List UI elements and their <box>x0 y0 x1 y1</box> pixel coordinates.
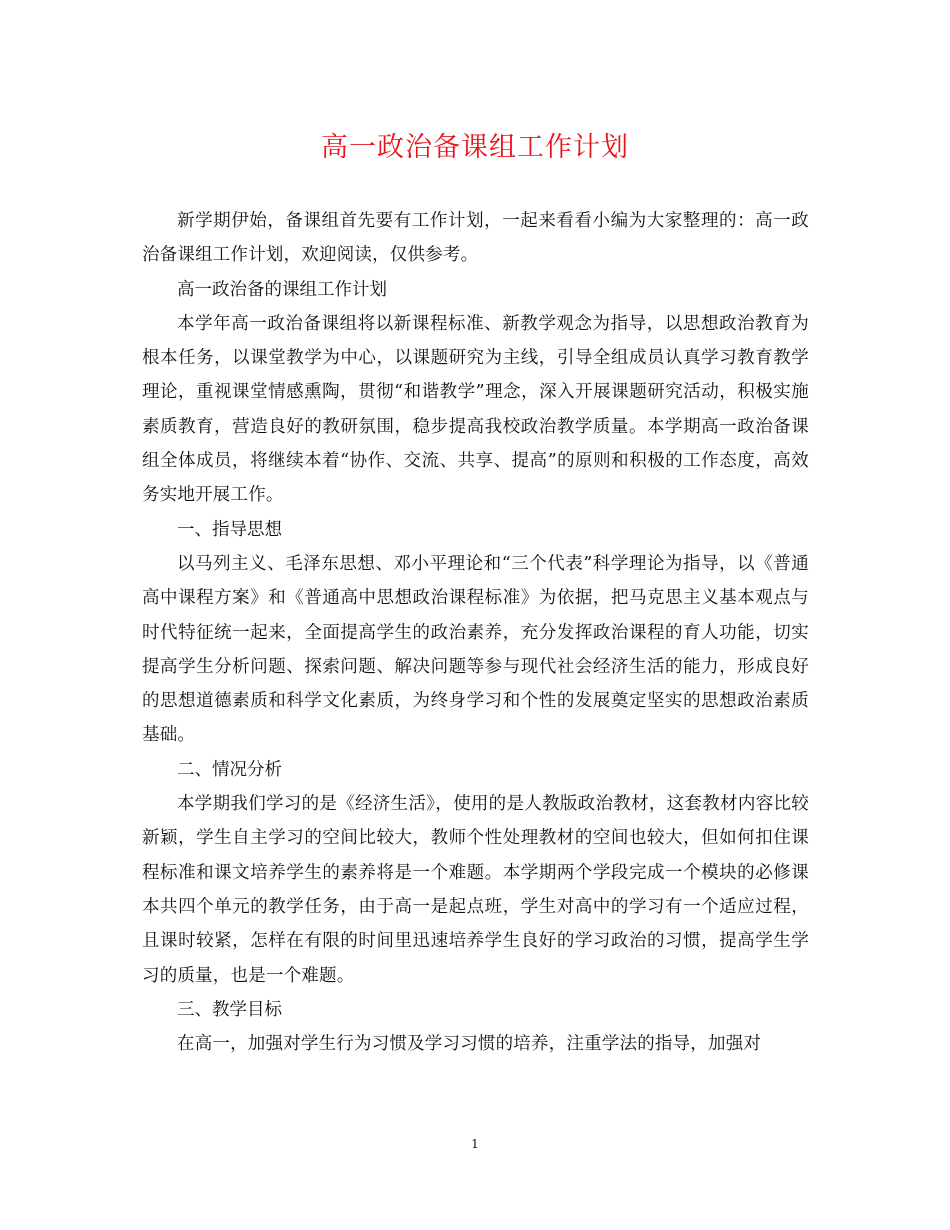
section-heading-plan: 高一政治备的课组工作计划 <box>177 279 387 300</box>
page-number: 1 <box>471 1137 479 1151</box>
document-title: 高一政治备课组工作计划 <box>321 132 629 163</box>
section-heading-teaching-goals: 三、教学目标 <box>177 999 282 1020</box>
paragraph-situation-analysis: 本学期我们学习的是《经济生活》，使用的是人教版政治教材，这套教材内容比较新颖，学生自主学习的空间比较大，教师个性处理教材的空间也较大，但如何扣住课程标准和课文培养学生的素养将是一个难题。本学期两个学段完成一个模块的必修课本共四个单元的教学任务，由于高一是起点班，学生对高中的学习有一个适应过程，且课时较紧，怎样在有限的时间里迅速培养学生良好的学习政治的习惯，提高学生学习的质量，也是一个难题。 <box>142 794 809 986</box>
section-heading-guiding-thought: 一、指导思想 <box>177 519 282 540</box>
section-heading-situation-analysis: 二、情况分析 <box>177 759 282 780</box>
paragraph-intro: 新学期伊始，备课组首先要有工作计划，一起来看看小编为大家整理的：高一政治备课组工作计划，欢迎阅读，仅供参考。 <box>142 211 809 266</box>
paragraph-overview: 本学年高一政治备课组将以新课程标准、新教学观念为指导，以思想政治教育为根本任务，以课堂教学为中心，以课题研究为主线，引导全组成员认真学习教育教学理论，重视课堂情感熏陶，贯彻“和谐教学”理念，深入开展课题研究活动，积极实施素质教育，营造良好的教研氛围，稳步提高我校政治教学质量。本学期高一政治备课组全体成员，将继续本着“协作、交流、共享、提高”的原则和积极的工作态度，高效务实地开展工作。 <box>142 313 809 506</box>
paragraph-teaching-goals: 在高一，加强对学生行为习惯及学习习惯的培养，注重学法的指导，加强对 <box>177 1034 762 1055</box>
paragraph-guiding-thought: 以马列主义、毛泽东思想、邓小平理论和“三个代表”科学理论为指导，以《普通高中课程方案》和《普通高中思想政治课程标准》为依据，把马克思主义基本观点与时代特征统一起来，全面提高学生的政治素养，充分发挥政治课程的育人功能，切实提高学生分析问题、探索问题、解决问题等参与现代社会经济生活的能力，形成良好的思想道德素质和科学文化素质，为终身学习和个性的发展奠定坚实的思想政治素质基础。 <box>142 553 809 746</box>
document-body <box>142 204 809 1061</box>
